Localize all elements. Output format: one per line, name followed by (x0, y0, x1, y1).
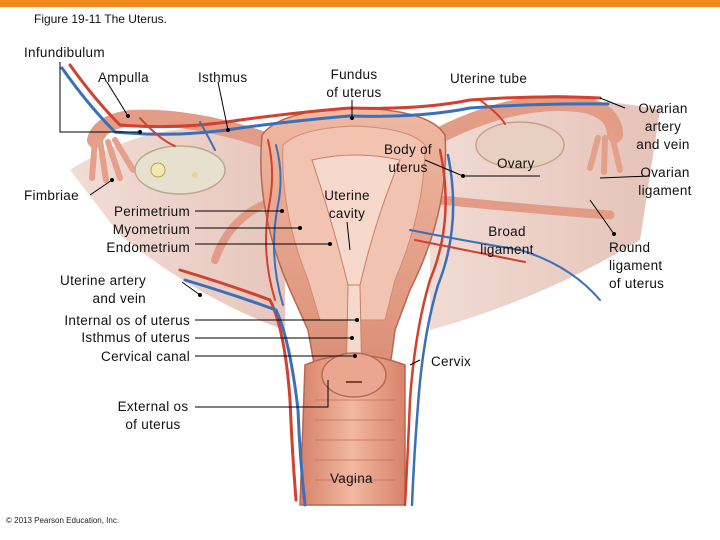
label-infundibulum: Infundibulum (24, 45, 105, 60)
label-isthmus: Isthmus (198, 70, 248, 85)
label-perimetrium: Perimetrium (113, 204, 190, 219)
label-fundus: Fundus of uterus (326, 67, 382, 100)
label-broad-ligament: Broad ligament (480, 224, 534, 257)
cervix (322, 353, 386, 397)
label-endometrium: Endometrium (106, 240, 190, 255)
label-myometrium: Myometrium (112, 222, 190, 237)
label-wall-layers (84, 203, 190, 257)
label-round-ligament: Round ligament of uterus (609, 240, 665, 291)
label-external-os: External os of uterus (117, 399, 189, 432)
label-ovarian-artery-vein: Ovarian artery and vein (636, 101, 690, 152)
label-fimbriae: Fimbriae (24, 188, 79, 203)
label-cervical-canal: Cervical canal (101, 349, 190, 364)
copyright: © 2013 Pearson Education, Inc. (6, 516, 120, 525)
label-cervix: Cervix (431, 354, 472, 369)
label-body-of-uterus: Body of uterus (384, 142, 432, 175)
label-uterine-tube: Uterine tube (450, 71, 528, 86)
figure-title: Figure 19-11 The Uterus. (34, 12, 167, 26)
label-internal-os: Internal os of uterus (64, 313, 190, 328)
label-ovarian-ligament: Ovarian ligament (638, 165, 692, 198)
label-vagina: Vagina (330, 471, 373, 486)
label-ovary: Ovary (497, 156, 535, 171)
ovary-left (135, 146, 225, 194)
label-uterine-cavity: Uterine cavity (324, 188, 370, 221)
label-isthmus-of-uterus: Isthmus of uterus (81, 330, 190, 345)
label-uterine-artery-vein: Uterine artery and vein (60, 273, 146, 306)
label-ampulla: Ampulla (98, 70, 149, 85)
